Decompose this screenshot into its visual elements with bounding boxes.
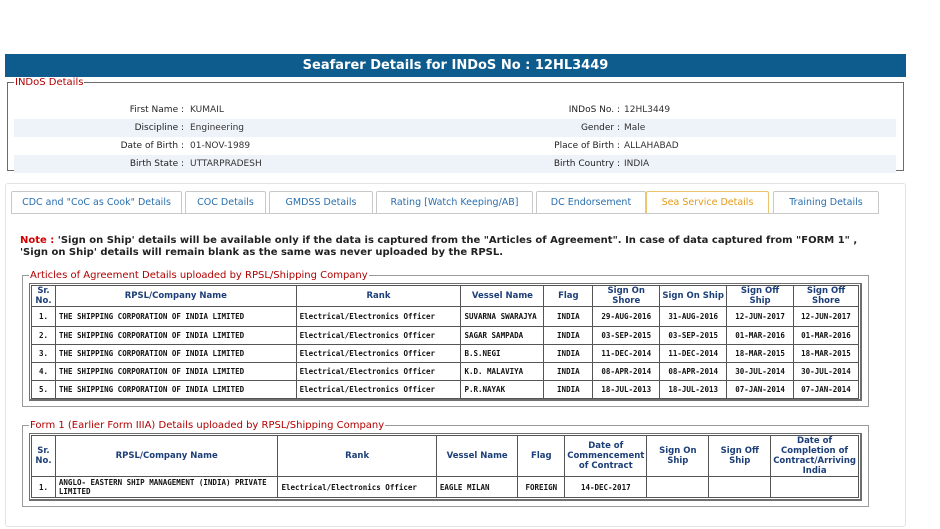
col-flag: Flag	[518, 436, 565, 477]
cell-sign-on-shore: 29-AUG-2016	[593, 307, 660, 327]
cell-rank: Electrical/Electronics Officer	[296, 327, 461, 345]
cell-sign-on-shore: 11-DEC-2014	[593, 345, 660, 363]
col-company-name: RPSL/Company Name	[55, 286, 296, 307]
cell-sr-no: 4.	[32, 363, 56, 381]
indos-details-section	[7, 77, 904, 171]
indos-row	[14, 101, 896, 119]
cell-sr-no: 2.	[32, 327, 56, 345]
table-row	[32, 363, 859, 381]
discipline-label: Discipline :	[134, 123, 184, 133]
birth-state-label: Birth State :	[129, 159, 184, 169]
col-date-completion: Date of Completion of Contract/Arriving India	[771, 436, 859, 477]
cell-company: THE SHIPPING CORPORATION OF INDIA LIMITED	[55, 345, 296, 363]
articles-legend: Articles of Agreement Details uploaded by RPSL/Shipping Company	[30, 270, 368, 281]
page-title: Seafarer Details for INDoS No : 12HL3449	[5, 54, 906, 77]
cell-sr-no: 5.	[32, 381, 56, 399]
place-of-birth-label: Place of Birth :	[554, 141, 620, 151]
first-name-value: KUMAIL	[190, 105, 224, 115]
cell-sr-no: 1.	[32, 307, 56, 327]
tab-gmdss-details[interactable]: GMDSS Details	[269, 191, 373, 214]
tab-training-details[interactable]: Training Details	[773, 191, 879, 214]
gender-value: Male	[624, 123, 646, 133]
cell-sign-on-shore: 03-SEP-2015	[593, 327, 660, 345]
indos-row	[14, 155, 896, 173]
tab-rating-watch-keeping[interactable]: Rating [Watch Keeping/AB]	[376, 191, 533, 214]
cell-flag: INDIA	[544, 363, 593, 381]
cell-sign-off-shore: 18-MAR-2015	[794, 345, 859, 363]
cell-vessel: K.D. MALAVIYA	[461, 363, 544, 381]
cell-flag: INDIA	[544, 381, 593, 399]
tab-cdc-coc-cook[interactable]: CDC and "CoC as Cook" Details	[11, 191, 182, 214]
table-header-row	[32, 436, 859, 477]
tab-sea-service-details[interactable]: Sea Service Details	[646, 191, 769, 214]
col-rank: Rank	[278, 436, 436, 477]
cell-rank: Electrical/Electronics Officer	[296, 363, 461, 381]
tab-dc-endorsement[interactable]: DC Endorsement	[536, 191, 646, 214]
col-sr-no: Sr. No.	[32, 436, 56, 477]
cell-sign-off-shore: 01-MAR-2016	[794, 327, 859, 345]
cell-vessel: EAGLE MILAN	[436, 477, 518, 498]
cell-sign-on-ship: 18-JUL-2013	[660, 381, 727, 399]
col-rank: Rank	[296, 286, 461, 307]
col-date-commencement: Date of Commencement of Contract	[565, 436, 647, 477]
form1-legend: Form 1 (Earlier Form IIIA) Details uploaded by RPSL/Shipping Company	[30, 420, 385, 431]
col-sign-off-ship: Sign Off Ship	[709, 436, 771, 477]
cell-vessel: P.R.NAYAK	[461, 381, 544, 399]
note-text: 'Sign on Ship' details will be available only if the data is captured from the "Articles of Agreement". In case of data captured from "FORM 1" , 'Sign on Ship' details will remain blank as the same was never uploaded by the RPSL.	[20, 235, 858, 258]
cell-sign-off-shore: 07-JAN-2014	[794, 381, 859, 399]
cell-sr-no: 1.	[32, 477, 56, 498]
cell-sign-off-ship: 30-JUL-2014	[727, 363, 794, 381]
col-flag: Flag	[544, 286, 593, 307]
cell-date-completion	[771, 477, 859, 498]
cell-sign-on-ship: 03-SEP-2015	[660, 327, 727, 345]
cell-sign-off-shore: 12-JUN-2017	[794, 307, 859, 327]
indos-no-label: INDoS No. :	[568, 105, 620, 115]
cell-vessel: SUVARNA SWARAJYA	[461, 307, 544, 327]
cell-company: THE SHIPPING CORPORATION OF INDIA LIMITED	[55, 363, 296, 381]
table-row	[32, 327, 859, 345]
col-sign-on-ship: Sign On Ship	[647, 436, 709, 477]
col-company-name: RPSL/Company Name	[55, 436, 278, 477]
col-vessel-name: Vessel Name	[436, 436, 518, 477]
gender-label: Gender :	[580, 123, 620, 133]
cell-company: THE SHIPPING CORPORATION OF INDIA LIMITED	[55, 307, 296, 327]
cell-company: THE SHIPPING CORPORATION OF INDIA LIMITED	[55, 381, 296, 399]
cell-flag: FOREIGN	[518, 477, 565, 498]
note-prefix: Note :	[20, 235, 55, 246]
cell-sign-off-ship: 01-MAR-2016	[727, 327, 794, 345]
form1-table	[31, 435, 859, 498]
table-row	[32, 381, 859, 399]
cell-sign-off-ship	[709, 477, 771, 498]
table-row	[32, 307, 859, 327]
birth-country-value: INDIA	[624, 159, 650, 169]
cell-sign-on-ship: 08-APR-2014	[660, 363, 727, 381]
indos-row	[14, 119, 896, 137]
articles-table	[31, 285, 859, 399]
indos-no-value: 12HL3449	[624, 105, 671, 115]
dob-value: 01-NOV-1989	[190, 141, 251, 151]
table-row	[32, 477, 859, 498]
cell-sign-off-ship: 12-JUN-2017	[727, 307, 794, 327]
cell-sign-on-shore: 08-APR-2014	[593, 363, 660, 381]
cell-flag: INDIA	[544, 345, 593, 363]
cell-rank: Electrical/Electronics Officer	[278, 477, 436, 498]
cell-date-commencement: 14-DEC-2017	[565, 477, 647, 498]
indos-row	[14, 137, 896, 155]
cell-rank: Electrical/Electronics Officer	[296, 307, 461, 327]
cell-vessel: B.S.NEGI	[461, 345, 544, 363]
cell-flag: INDIA	[544, 307, 593, 327]
col-sign-on-shore: Sign On Shore	[593, 286, 660, 307]
cell-sign-on-ship	[647, 477, 709, 498]
col-sr-no: Sr. No.	[32, 286, 56, 307]
cell-sign-off-ship: 07-JAN-2014	[727, 381, 794, 399]
col-sign-off-shore: Sign Off Shore	[794, 286, 859, 307]
dob-label: Date of Birth :	[120, 141, 184, 151]
cell-rank: Electrical/Electronics Officer	[296, 381, 461, 399]
cell-rank: Electrical/Electronics Officer	[296, 345, 461, 363]
first-name-label: First Name :	[129, 105, 184, 115]
cell-vessel: SAGAR SAMPADA	[461, 327, 544, 345]
place-of-birth-value: ALLAHABAD	[624, 141, 679, 151]
birth-country-label: Birth Country :	[553, 159, 620, 169]
cell-sign-on-shore: 18-JUL-2013	[593, 381, 660, 399]
birth-state-value: UTTARPRADESH	[190, 159, 262, 169]
cell-company: THE SHIPPING CORPORATION OF INDIA LIMITED	[55, 327, 296, 345]
cell-company: ANGLO- EASTERN SHIP MANAGEMENT (INDIA) PRIVATE LIMITED	[55, 477, 278, 498]
cell-sr-no: 3.	[32, 345, 56, 363]
cell-sign-on-ship: 31-AUG-2016	[660, 307, 727, 327]
col-sign-on-ship: Sign On Ship	[660, 286, 727, 307]
tab-divider	[11, 213, 879, 214]
indos-details-legend: INDoS Details	[15, 77, 84, 88]
col-sign-off-ship: Sign Off Ship	[727, 286, 794, 307]
col-vessel-name: Vessel Name	[461, 286, 544, 307]
table-header-row	[32, 286, 859, 307]
cell-sign-off-shore: 30-JUL-2014	[794, 363, 859, 381]
cell-flag: INDIA	[544, 327, 593, 345]
discipline-value: Engineering	[190, 123, 244, 133]
sign-on-ship-note	[20, 235, 880, 259]
cell-sign-on-ship: 11-DEC-2014	[660, 345, 727, 363]
tab-coc-details[interactable]: COC Details	[185, 191, 266, 214]
cell-sign-off-ship: 18-MAR-2015	[727, 345, 794, 363]
table-row	[32, 345, 859, 363]
